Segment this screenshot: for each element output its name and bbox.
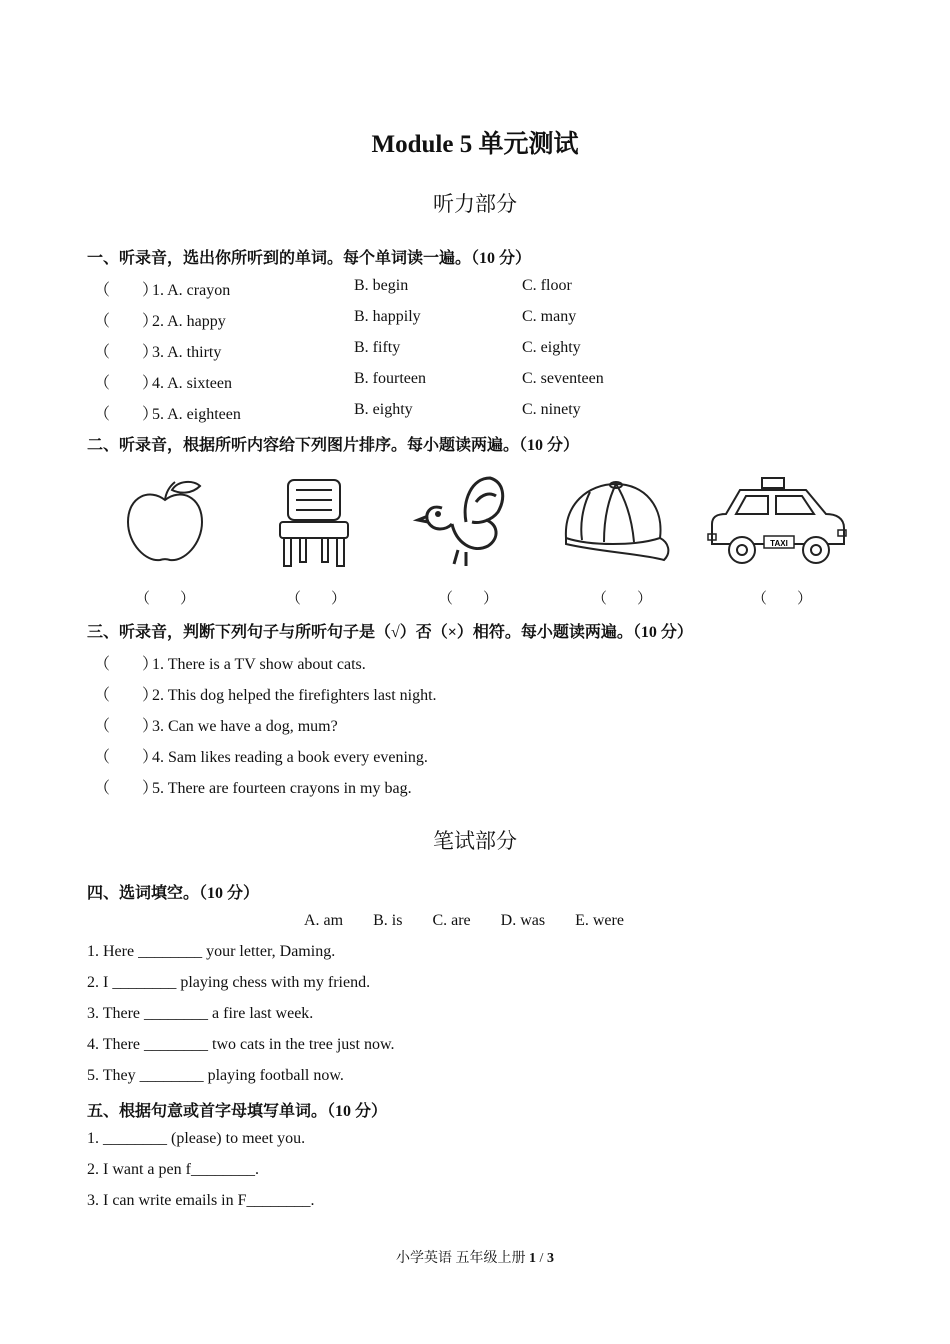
cap-icon [560, 480, 674, 566]
answer-paren[interactable]: （ ） [94, 718, 159, 735]
page-title: Module 5 单元测试 [371, 131, 579, 158]
option-b: B. happily [354, 308, 421, 325]
section1-item [94, 277, 572, 300]
page-total: 3 [546, 1251, 554, 1266]
cap-answer-paren[interactable]: （ ） [592, 591, 653, 607]
section3-item [94, 713, 338, 736]
section4-item[interactable]: 3. There ________ a fire last week. [87, 1005, 314, 1022]
section1-heading: 一、听录音，选出你所听到的单词。每个单词读一遍。（10 分） [87, 250, 532, 267]
chair-answer-paren[interactable]: （ ） [286, 591, 347, 607]
section3-heading: 三、听录音，判断下列句子与所听句子是（√）否（×）相符。每小题读两遍。（10 分） [87, 624, 693, 641]
page-separator: / [536, 1251, 547, 1266]
section1-item [94, 339, 581, 362]
section4-item[interactable]: 1. Here ________ your letter, Daming. [87, 943, 336, 960]
option-word: E. were [575, 912, 624, 929]
option-word: A. am [304, 912, 344, 929]
section1-item [94, 370, 604, 393]
footer-text: 小学英语 五年级上册 [396, 1251, 526, 1266]
option-a: 5. A. eighteen [152, 406, 241, 423]
sentence: 2. This dog helped the firefighters last night. [152, 687, 437, 704]
option-c: C. seventeen [522, 370, 604, 387]
section4-heading: 四、选词填空。（10 分） [87, 885, 260, 902]
sentence: 1. There is a TV show about cats. [152, 656, 366, 673]
option-b: B. fourteen [354, 370, 426, 387]
section1-item [94, 308, 577, 331]
section2-heading: 二、听录音，根据所听内容给下列图片排序。每小题读两遍。（10 分） [87, 437, 580, 454]
bird-icon [412, 472, 512, 572]
page-footer [0, 1247, 950, 1267]
option-word: B. is [373, 912, 403, 929]
section3-item [94, 682, 437, 705]
section3-item [94, 775, 412, 798]
page-number: 1 [529, 1251, 537, 1266]
option-a: 2. A. happy [152, 313, 226, 330]
apple-answer-paren[interactable]: （ ） [135, 591, 196, 607]
apple-icon [120, 478, 210, 568]
section4-item[interactable]: 4. There ________ two cats in the tree just now. [87, 1036, 395, 1053]
sentence: 3. Can we have a dog, mum? [152, 718, 338, 735]
bird-answer-paren[interactable]: （ ） [438, 591, 499, 607]
taxi-label: TAXI [770, 539, 788, 548]
section1-item [94, 401, 581, 424]
option-word: D. was [500, 912, 546, 929]
section4-item[interactable]: 5. They ________ playing football now. [87, 1067, 344, 1084]
section3-item [94, 651, 366, 674]
section3-item [94, 744, 428, 767]
taxi-answer-paren[interactable]: （ ） [752, 591, 813, 607]
answer-paren[interactable]: （ ） [94, 313, 159, 330]
answer-paren[interactable]: （ ） [94, 375, 159, 392]
option-c: C. many [522, 308, 577, 325]
listening-title: 听力部分 [433, 192, 517, 216]
option-b: B. eighty [354, 401, 413, 418]
answer-paren[interactable]: （ ） [94, 406, 159, 423]
section5-item[interactable]: 2. I want a pen f________. [87, 1161, 259, 1178]
option-a: 4. A. sixteen [152, 375, 232, 392]
answer-paren[interactable]: （ ） [94, 656, 159, 673]
option-b: B. begin [354, 277, 409, 294]
option-b: B. fifty [354, 339, 401, 356]
chair-icon [276, 476, 352, 570]
answer-paren[interactable]: （ ） [94, 749, 159, 766]
section4-item[interactable]: 2. I ________ playing chess with my friend. [87, 974, 371, 991]
option-c: C. floor [522, 277, 572, 294]
option-a: 1. A. crayon [152, 282, 231, 299]
sentence: 4. Sam likes reading a book every evening. [152, 749, 428, 766]
option-word: C. are [432, 912, 471, 929]
answer-paren[interactable]: （ ） [94, 687, 159, 704]
section5-item[interactable]: 1. ________ (please) to meet you. [87, 1130, 306, 1147]
answer-paren[interactable]: （ ） [94, 282, 159, 299]
taxi-icon [706, 474, 848, 570]
section5-heading: 五、根据句意或首字母填写单词。（10 分） [87, 1103, 388, 1120]
option-c: C. eighty [522, 339, 581, 356]
answer-paren[interactable]: （ ） [94, 780, 159, 797]
writing-title: 笔试部分 [433, 829, 517, 853]
section5-item[interactable]: 3. I can write emails in F________. [87, 1192, 315, 1209]
word-options [304, 912, 654, 930]
answer-paren[interactable]: （ ） [94, 344, 159, 361]
option-a: 3. A. thirty [152, 344, 222, 361]
option-c: C. ninety [522, 401, 581, 418]
sentence: 5. There are fourteen crayons in my bag. [152, 780, 412, 797]
